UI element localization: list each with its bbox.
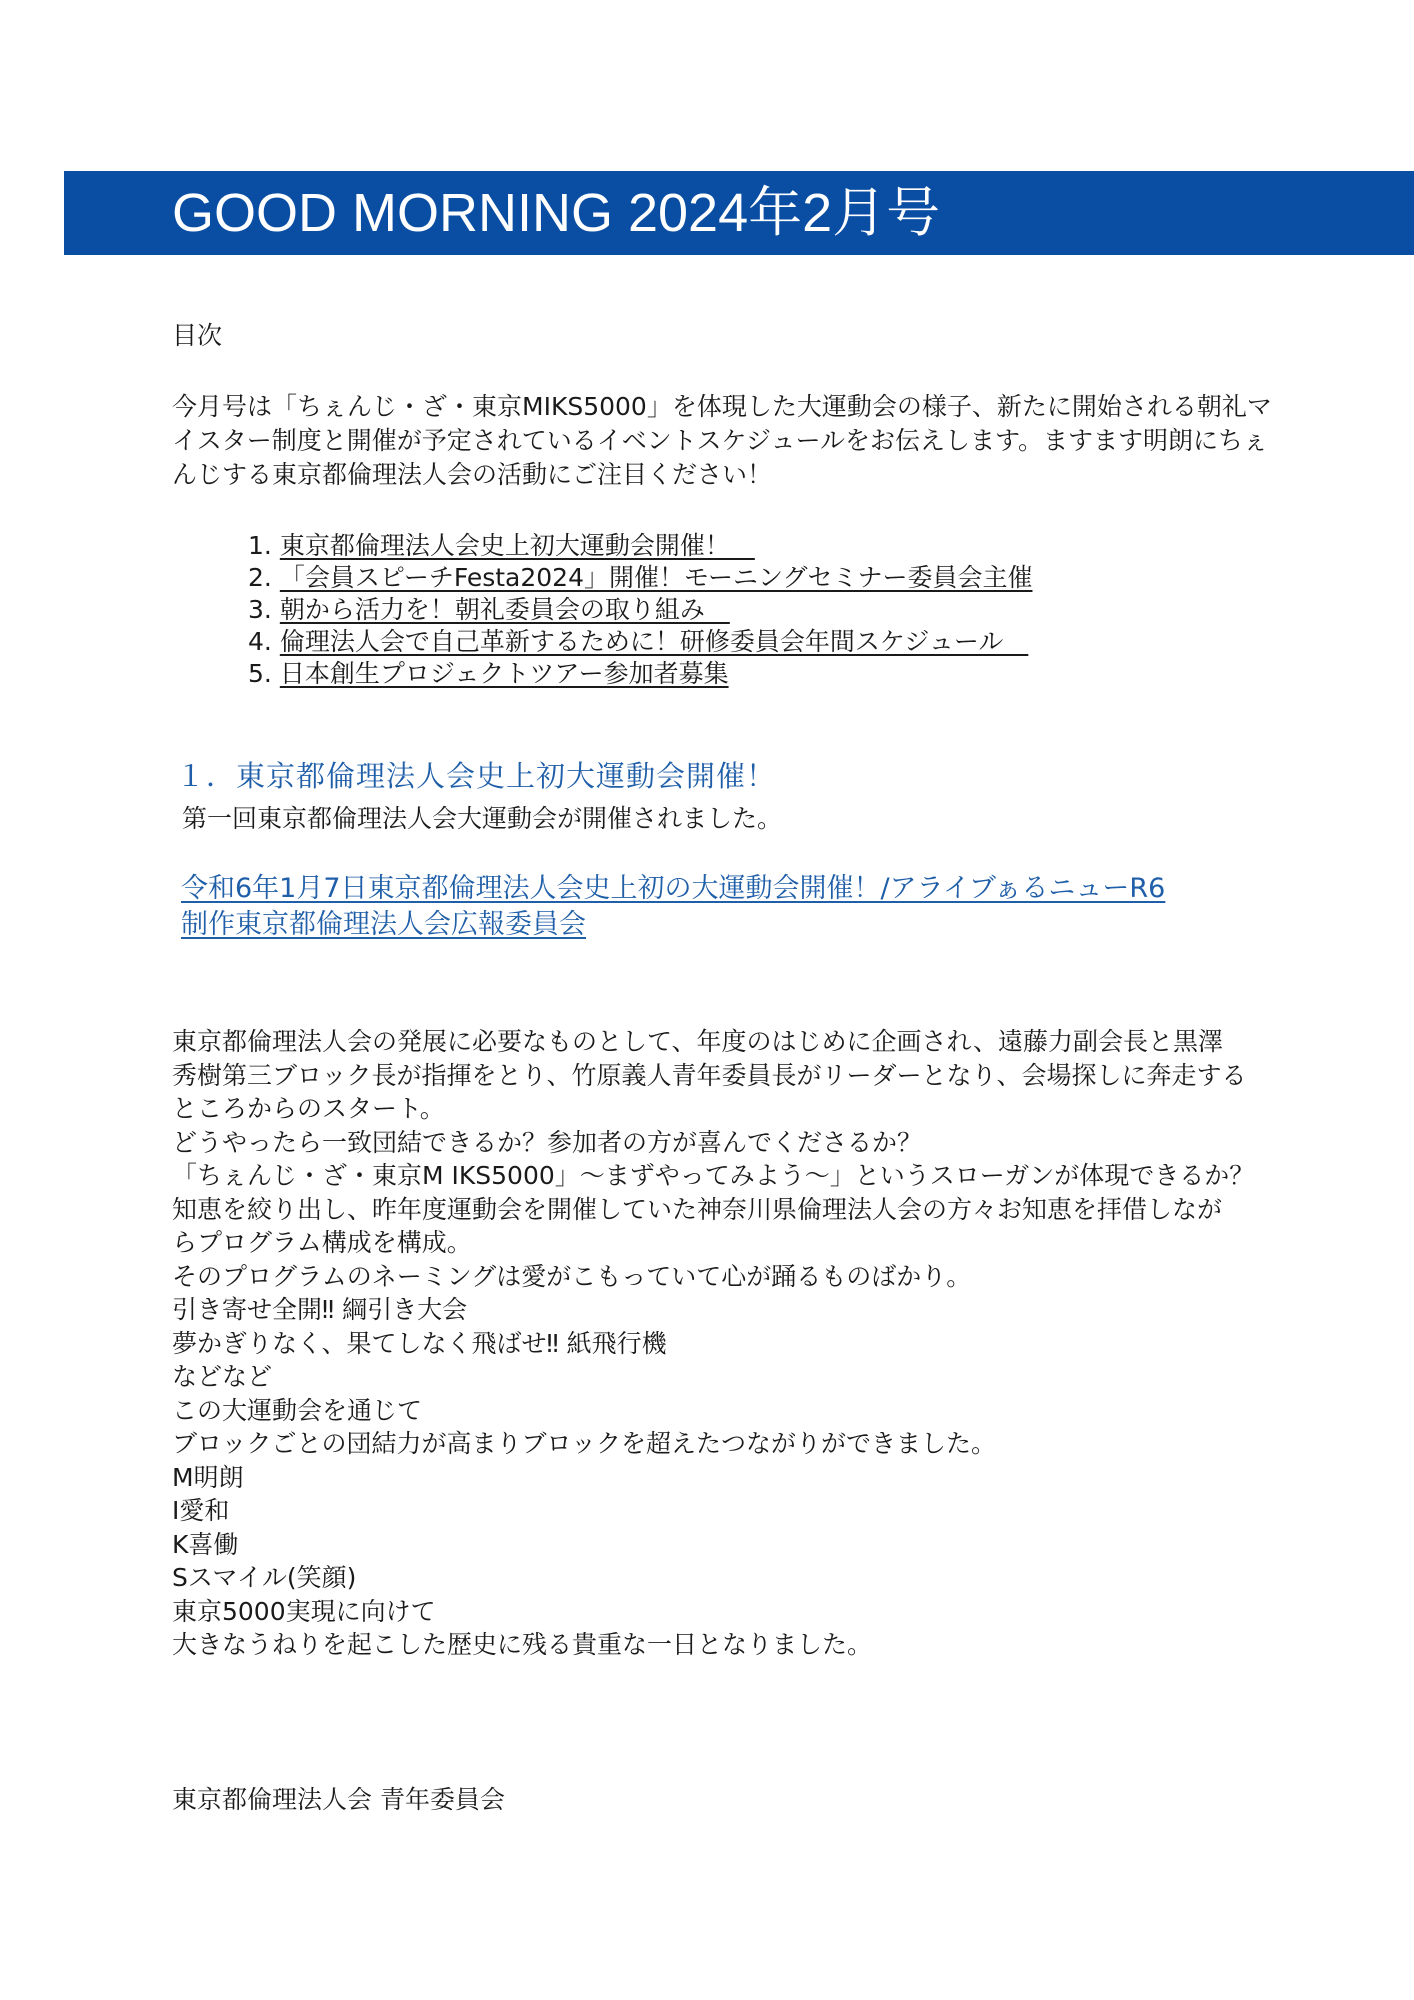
body-line: 「ちぇんじ・ざ・東京M IKS5000」〜まずやってみよう〜」というスローガンが体現できるか？ <box>172 1161 1255 1190</box>
body-line: どうやったら一致団結できるか？参加者の方が喜んでくださるか？ <box>172 1127 923 1157</box>
intro-line: んじする東京都倫理法人会の活動にご注目ください！ <box>172 460 773 489</box>
section-1-subtitle: 第一回東京都倫理法人会大運動会が開催されました。 <box>182 804 783 833</box>
article-link-line: 令和6年1月7日東京都倫理法人会史上初の大運動会開催！/アライブぁるニューR6 <box>181 873 1166 904</box>
body-line: ところからのスタート。 <box>172 1094 445 1123</box>
toc-item-number: 3. <box>248 595 272 624</box>
body-line: 引き寄せ全開‼ 綱引き大会 <box>172 1295 468 1324</box>
toc-link-5[interactable]: 日本創生プロジェクトツアー参加者募集 <box>279 659 729 688</box>
toc-link-3[interactable]: 朝から活力を！朝礼委員会の取り組み <box>279 595 730 624</box>
body-line: 大きなうねりを起こした歴史に残る貴重な一日となりました。 <box>172 1630 873 1659</box>
body-line: 知恵を絞り出し、昨年度運動会を開催していた神奈川県倫理法人会の方々お知恵を拝借しなが <box>172 1194 1223 1224</box>
toc-heading: 目次 <box>172 321 223 350</box>
newsletter-title: GOOD MORNING 2024年2月号 <box>172 183 941 243</box>
body-line: この大運動会を通じて <box>172 1395 423 1425</box>
body-line: 東京都倫理法人会の発展に必要なものとして、年度のはじめに企画され、遠藤力副会長と黒澤 <box>172 1027 1224 1056</box>
toc-item <box>248 594 1032 626</box>
signature: 東京都倫理法人会 青年委員会 <box>172 1785 505 1814</box>
body-line: などなど <box>172 1362 273 1391</box>
body-line: 秀樹第三ブロック長が指揮をとり、竹原義人青年委員長がリーダーとなり、会場探しに奔走する <box>172 1060 1247 1090</box>
body-line: K喜働 <box>172 1529 239 1559</box>
section-1-title: １．東京都倫理法人会史上初大運動会開催！ <box>176 759 777 793</box>
toc-item <box>248 562 1032 594</box>
intro-line: 今月号は「ちぇんじ・ざ・東京MIKS5000」を体現した大運動会の様子、新たに開始される朝礼マ <box>172 392 1272 421</box>
toc-link-2[interactable]: 「会員スピーチFesta2024」開催！モーニングセミナー委員会主催 <box>279 563 1033 592</box>
header-band <box>64 171 1414 255</box>
toc-item <box>248 530 1032 562</box>
toc-item-number: 5. <box>248 659 272 688</box>
toc-item-number: 1. <box>248 531 272 560</box>
article-link-line: 制作東京都倫理法人会広報委員会 <box>181 909 586 940</box>
body-line: らプログラム構成を構成。 <box>172 1228 472 1257</box>
toc-list <box>248 530 1032 690</box>
article-video-link[interactable] <box>181 871 1165 943</box>
body-line: Sスマイル(笑顔) <box>172 1563 357 1592</box>
intro-paragraph <box>172 390 1352 492</box>
toc-link-4[interactable]: 倫理法人会で自己革新するために！研修委員会年間スケジュール <box>279 627 1029 656</box>
toc-link-1[interactable]: 東京都倫理法人会史上初大運動会開催！ <box>279 531 755 560</box>
toc-item <box>248 626 1032 658</box>
body-line: I愛和 <box>172 1496 230 1525</box>
body-line: M明朗 <box>172 1462 244 1492</box>
toc-item-number: 2. <box>248 563 272 592</box>
body-line: 東京5000実現に向けて <box>172 1596 436 1626</box>
toc-item <box>248 658 1032 690</box>
intro-line: イスター制度と開催が予定されているイベントスケジュールをお伝えします。ますます明朗にちぇ <box>172 426 1269 455</box>
body-line: そのプログラムのネーミングは愛がこもっていて心が踊るものばかり。 <box>172 1261 972 1291</box>
body-line: 夢かぎりなく、果てしなく飛ばせ‼ 紙飛行機 <box>172 1328 667 1358</box>
toc-item-number: 4. <box>248 627 272 656</box>
section-1-body <box>172 1025 1372 1662</box>
body-line: ブロックごとの団結力が高まりブロックを超えたつながりができました。 <box>172 1429 997 1458</box>
